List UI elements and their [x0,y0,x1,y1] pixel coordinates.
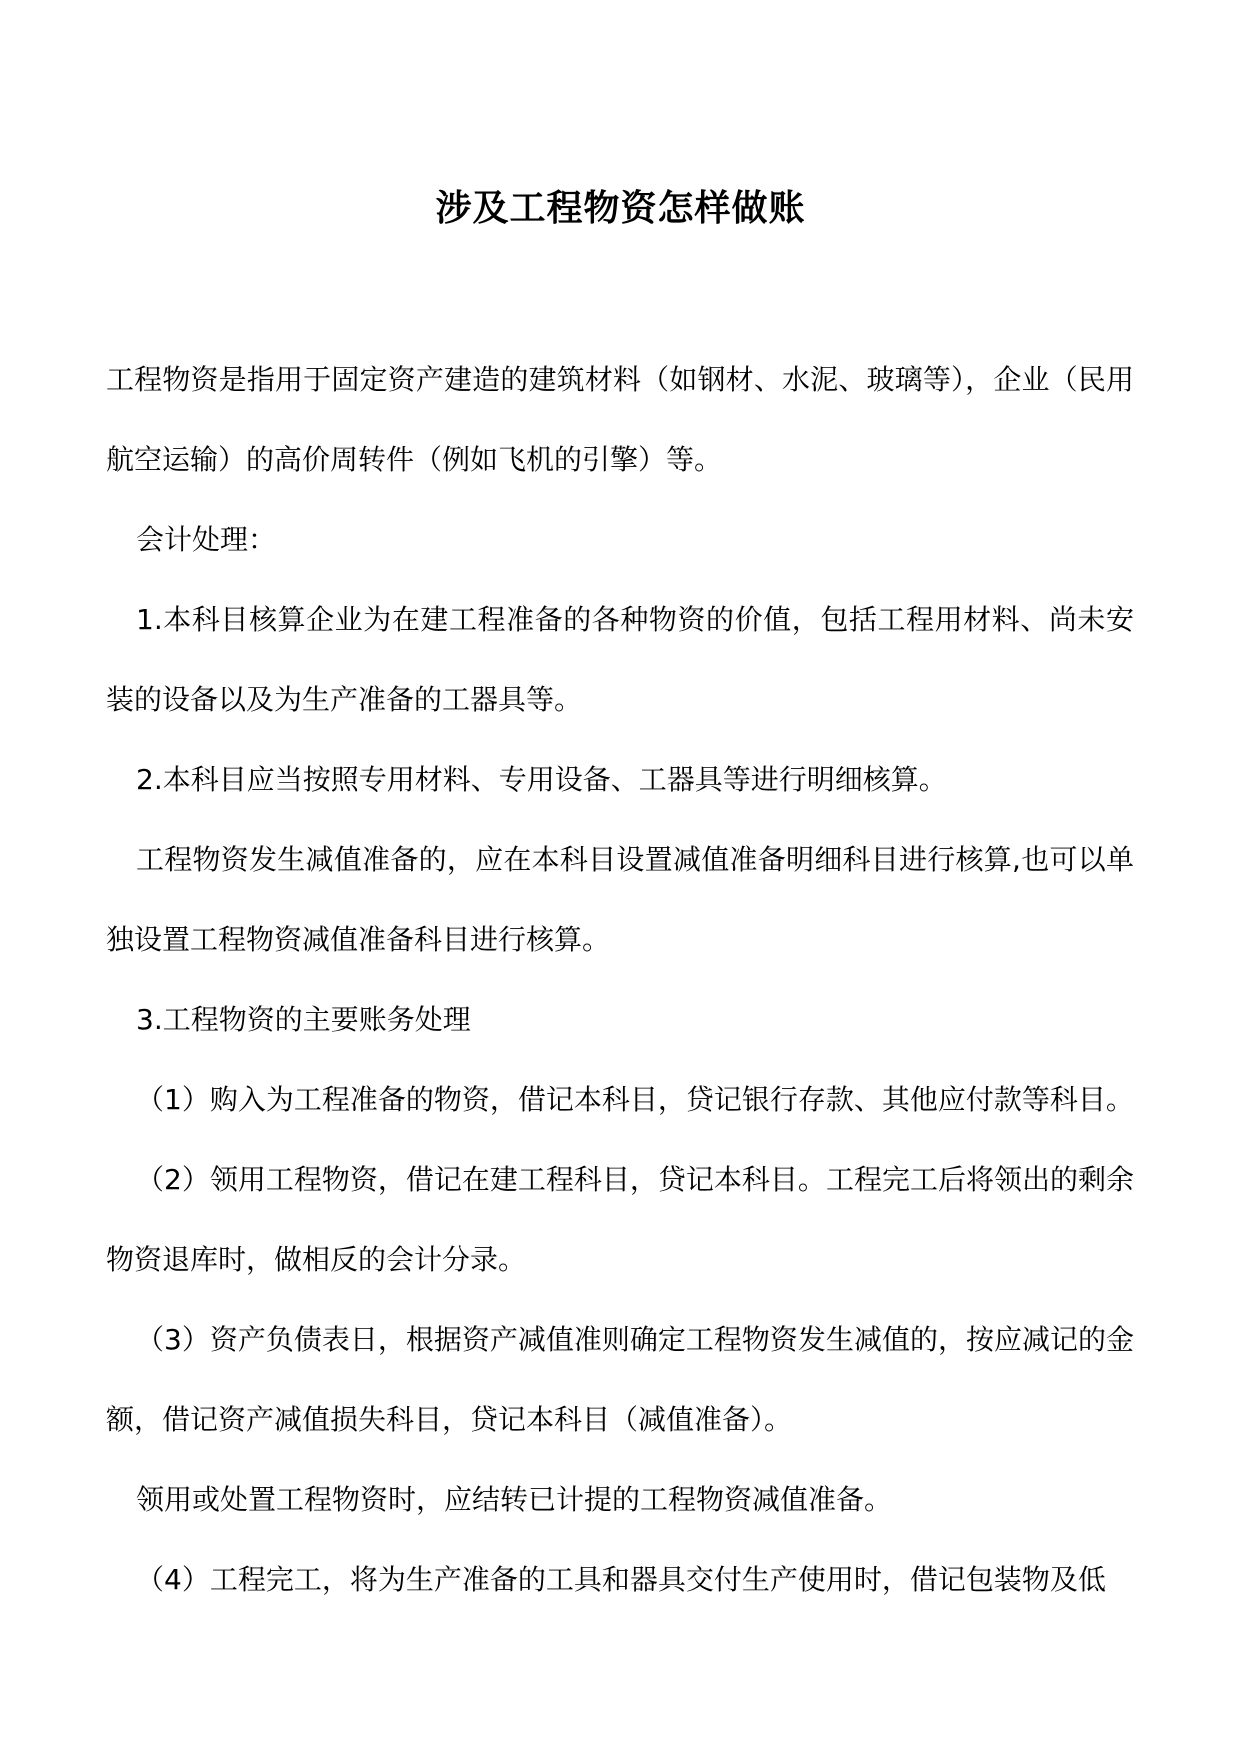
document-title: 涉及工程物资怎样做账 [435,187,806,230]
paragraph-accounting-heading: 会计处理： [136,523,277,556]
paragraph-sub-4: （4）工程完工，将为生产准备的工具和器具交付生产使用时，借记包装物及低 [136,1563,1106,1596]
paragraph-disposal: 领用或处置工程物资时，应结转已计提的工程物资减值准备。 [136,1483,893,1516]
document-body [106,340,1134,1620]
paragraph-definition: 工程物资是指用于固定资产建造的建筑材料（如钢材、水泥、玻璃等），企业（民用航空运输）的高价周转件（例如飞机的引擎）等。 [106,363,1134,476]
paragraph-item-3-heading: 3.工程物资的主要账务处理 [136,1003,471,1036]
paragraph-sub-3: （3）资产负债表日，根据资产减值准则确定工程物资发生减值的，按应减记的金额，借记资产减值损失科目，贷记本科目（减值准备）。 [106,1323,1134,1436]
paragraph-sub-1: （1）购入为工程准备的物资，借记本科目，贷记银行存款、其他应付款等科目。 [136,1083,1134,1116]
paragraph-item-2: 2.本科目应当按照专用材料、专用设备、工器具等进行明细核算。 [136,763,947,796]
paragraph-impairment: 工程物资发生减值准备的，应在本科目设置减值准备明细科目进行核算,也可以单独设置工程物资减值准备科目进行核算。 [106,843,1134,956]
paragraph-item-1: 1.本科目核算企业为在建工程准备的各种物资的价值，包括工程用材料、尚未安装的设备以及为生产准备的工器具等。 [106,603,1134,716]
paragraph-sub-2: （2）领用工程物资，借记在建工程科目，贷记本科目。工程完工后将领出的剩余物资退库时，做相反的会计分录。 [106,1163,1134,1276]
